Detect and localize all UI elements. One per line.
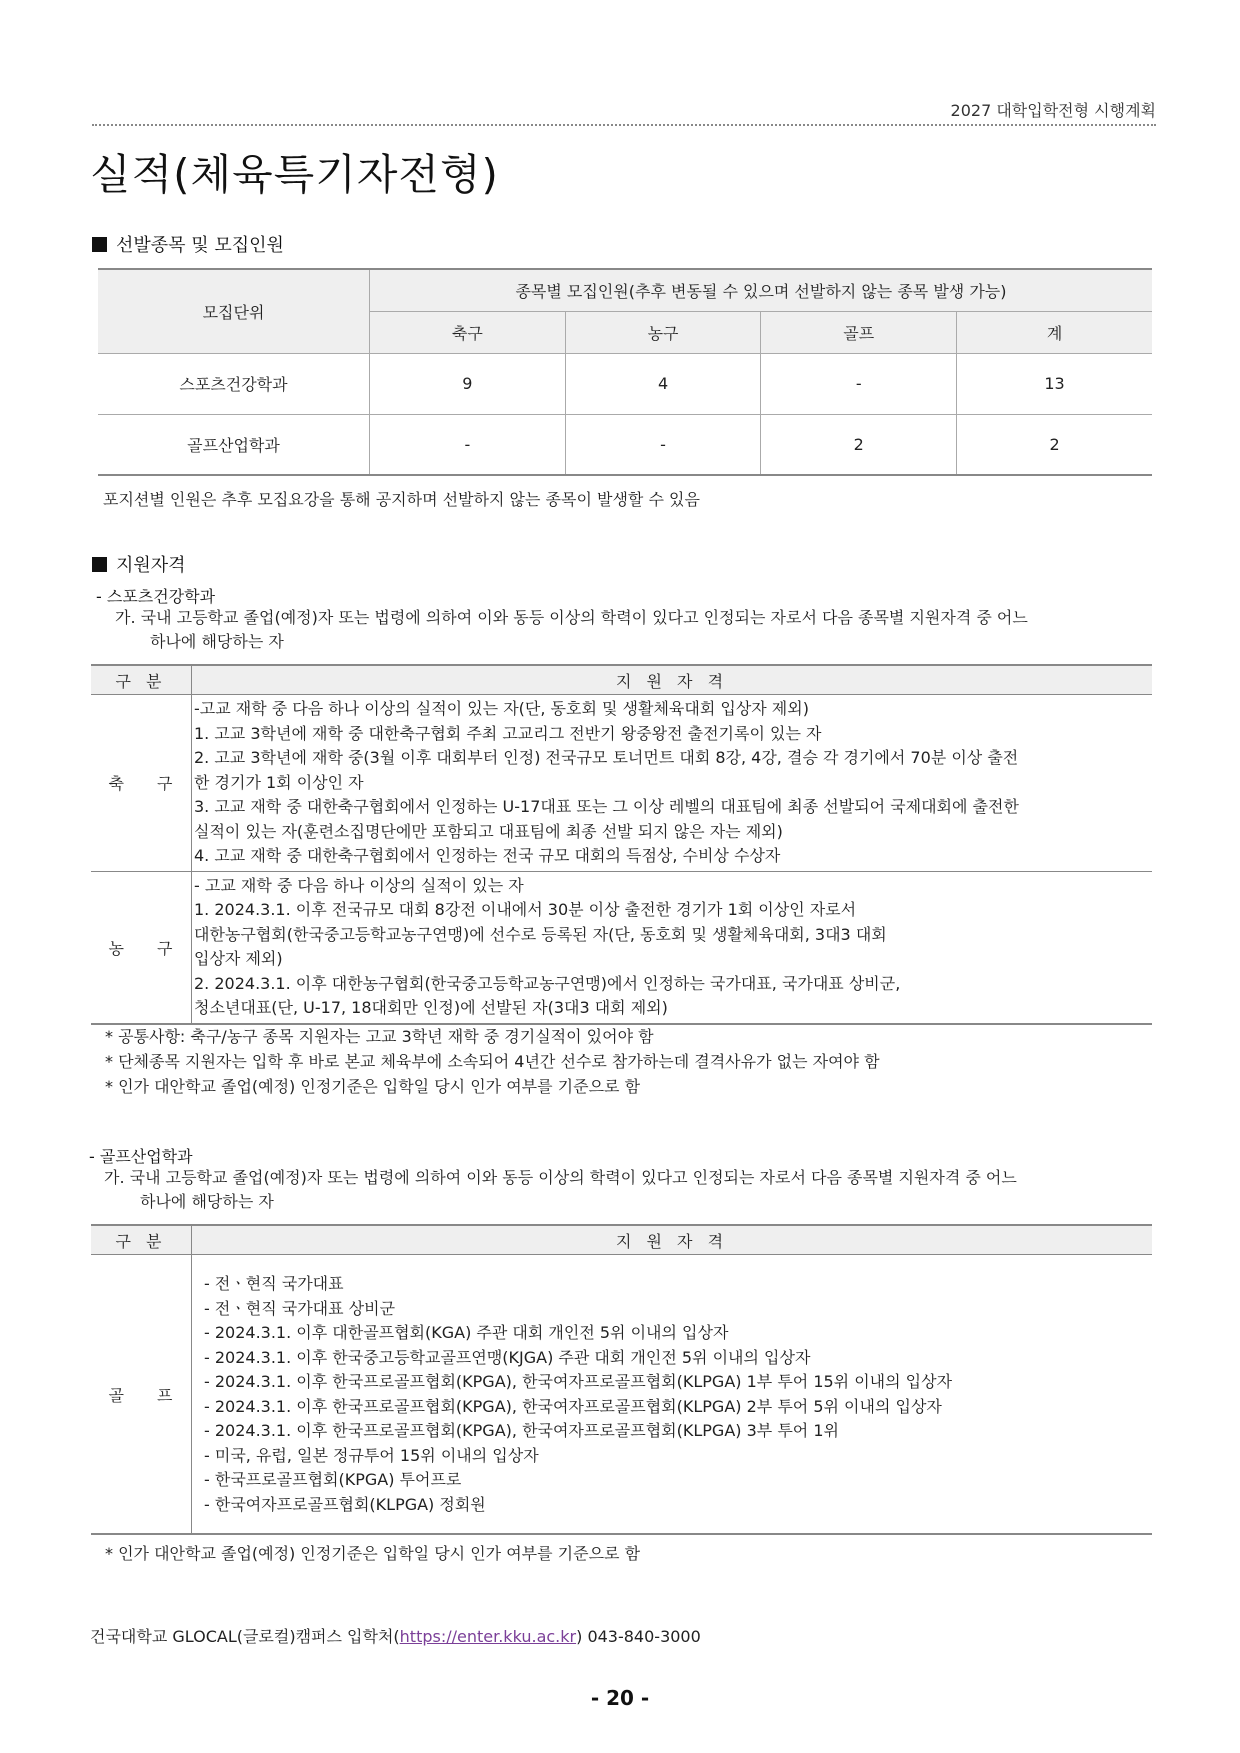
page-title: 실적(체육특기자전형) (90, 150, 499, 199)
quota-table (98, 268, 1152, 476)
unit-cell: 골프산업학과 (98, 414, 369, 475)
requirement-line: 대한농구협회(한국중고등학교농구연맹)에 선수로 등록된 자(단, 동호회 및 생활체육대회, 3대3 대회 (194, 924, 887, 944)
header-divider (92, 124, 1156, 126)
dept1-notes (105, 1024, 880, 1099)
footer-prefix: 건국대학교 GLOCAL(글로컬)캠퍼스 입학처( (90, 1627, 400, 1646)
section-heading-text: 지원자격 (116, 555, 186, 576)
requirement-line: -고교 재학 중 다음 하나 이상의 실적이 있는 자(단, 동호회 및 생활체육대회 입상자 제외) (194, 699, 809, 718)
table-row (98, 414, 1152, 475)
requirement-line: - 2024.3.1. 이후 한국프로골프협회(KPGA), 한국여자프로골프협회(KLPGA) 3부 투어 1위 (204, 1421, 839, 1440)
requirement-line: 2. 2024.3.1. 이후 대한농구협회(한국중고등학교농구연맹)에서 인정하는 국가대표, 국가대표 상비군, (194, 973, 901, 993)
intro-line: 가. 국내 고등학교 졸업(예정)자 또는 법령에 의하여 이와 동등 이상의 학력이 있다고 인정되는 자로서 다음 종목별 지원자격 중 어느 (104, 1168, 1017, 1187)
requirements-cell (192, 695, 1153, 872)
note-line: * 인가 대안학교 졸업(예정) 인정기준은 입학일 당시 인가 여부를 기준으로 함 (105, 1077, 641, 1096)
value-cell: 2 (761, 414, 957, 475)
column-header: 골프 (761, 311, 957, 353)
category-cell: 농 구 (91, 871, 192, 1024)
intro-line: 하나에 해당하는 자 (150, 632, 284, 651)
requirement-line: 1. 2024.3.1. 이후 전국규모 대회 8강전 이내에서 30분 이상 출전한 경기가 1회 이상인 자로서 (194, 900, 857, 919)
quota-note: 포지션별 인원은 추후 모집요강을 통해 공지하며 선발하지 않는 종목이 발생할 수 있음 (103, 490, 700, 509)
admissions-link[interactable]: https://enter.kku.ac.kr (399, 1627, 577, 1646)
requirement-line: - 2024.3.1. 이후 대한골프협회(KGA) 주관 대회 개인전 5위 이내의 입상자 (204, 1323, 729, 1342)
square-bullet-icon (92, 237, 107, 252)
requirement-line: 1. 고교 3학년에 재학 중 대한축구협회 주최 고교리그 전반기 왕중왕전 출전기록이 있는 자 (194, 723, 822, 743)
requirement-line: - 전ㆍ현직 국가대표 상비군 (204, 1298, 396, 1318)
requirement-line: - 고교 재학 중 다음 하나 이상의 실적이 있는 자 (194, 875, 524, 895)
requirement-line: - 전ㆍ현직 국가대표 (204, 1274, 344, 1293)
table-row (91, 1255, 1152, 1535)
requirements-cell (192, 871, 1153, 1024)
unit-cell: 스포츠건강학과 (98, 353, 369, 414)
note-line: * 공통사항: 축구/농구 종목 지원자는 고교 3학년 재학 중 경기실적이 있어야 함 (105, 1027, 654, 1046)
value-cell: - (761, 353, 957, 414)
page-number: - 20 - (590, 1686, 650, 1710)
requirement-line: 4. 고교 재학 중 대한축구협회에서 인정하는 전국 규모 대회의 득점상, 수비상 수상자 (194, 846, 781, 865)
table-row (91, 695, 1152, 872)
intro-line: 하나에 해당하는 자 (140, 1192, 274, 1211)
value-cell: 2 (957, 414, 1152, 475)
category-cell: 축 구 (91, 695, 192, 872)
requirement-line: 입상자 제외) (194, 949, 283, 968)
category-cell: 골 프 (91, 1255, 192, 1535)
requirement-line: 한 경기가 1회 이상인 자 (194, 772, 364, 792)
requirements-cell (192, 1255, 1153, 1535)
requirement-line: - 한국프로골프협회(KPGA) 투어프로 (204, 1470, 462, 1489)
value-cell: - (565, 414, 761, 475)
value-cell: 4 (565, 353, 761, 414)
note-line: * 단체종목 지원자는 입학 후 바로 본교 체육부에 소속되어 4년간 선수로 참가하는데 결격사유가 없는 자여야 함 (105, 1052, 880, 1071)
section-heading-eligibility (92, 551, 186, 577)
requirement-line: - 2024.3.1. 이후 한국프로골프협회(KPGA), 한국여자프로골프협회(KLPGA) 1부 투어 15위 이내의 입상자 (204, 1372, 953, 1391)
intro-line: 가. 국내 고등학교 졸업(예정)자 또는 법령에 의하여 이와 동등 이상의 학력이 있다고 인정되는 자로서 다음 종목별 지원자격 중 어느 (115, 608, 1028, 627)
eligibility-table-sports-health (91, 664, 1152, 1025)
value-cell: 13 (957, 353, 1152, 414)
column-header: 농구 (565, 311, 761, 353)
requirement-line: 2. 고교 3학년에 재학 중(3월 이후 대회부터 인정) 전국규모 토너먼트 대회 8강, 4강, 결승 각 경기에서 70분 이상 출전 (194, 748, 1019, 767)
note-line: * 인가 대안학교 졸업(예정) 인정기준은 입학일 당시 인가 여부를 기준으로 함 (105, 1544, 641, 1563)
section-heading-quota (92, 231, 284, 257)
eligibility-table-golf-industry (91, 1224, 1152, 1535)
dept1-intro (115, 606, 1028, 654)
square-bullet-icon (92, 557, 107, 572)
category-header: 구 분 (91, 665, 192, 695)
dept2-intro (104, 1166, 1017, 1214)
requirement-line: 실적이 있는 자(훈련소집명단에만 포함되고 대표팀에 최종 선발 되지 않은 자는 제외) (194, 821, 783, 841)
document-header-title: 2027 대학입학전형 시행계획 (950, 101, 1156, 120)
requirement-line: - 한국여자프로골프협회(KLPGA) 정회원 (204, 1494, 486, 1514)
dept-heading-golf-industry: - 골프산업학과 (89, 1147, 193, 1166)
group-header: 종목별 모집인원(추후 변동될 수 있으며 선발하지 않는 종목 발생 가능) (369, 269, 1152, 311)
requirement-line: 청소년대표(단, U-17, 18대회만 인정)에 선발된 자(3대3 대회 제외) (194, 998, 668, 1017)
requirement-line: - 2024.3.1. 이후 한국프로골프협회(KPGA), 한국여자프로골프협회(KLPGA) 2부 투어 5위 이내의 입상자 (204, 1396, 942, 1416)
dept-heading-sports-health: - 스포츠건강학과 (96, 587, 216, 606)
dept2-notes (105, 1541, 640, 1566)
requirement-line: - 2024.3.1. 이후 한국중고등학교골프연맹(KJGA) 주관 대회 개인전 5위 이내의 입상자 (204, 1347, 811, 1367)
requirement-line: 3. 고교 재학 중 대한축구협회에서 인정하는 U-17대표 또는 그 이상 레벨의 대표팀에 최종 선발되어 국제대회에 출전한 (194, 797, 1019, 816)
category-header: 구 분 (91, 1225, 192, 1255)
table-row (91, 871, 1152, 1024)
unit-header: 모집단위 (98, 269, 369, 353)
requirements-header: 지 원 자 격 (192, 665, 1153, 695)
value-cell: 9 (369, 353, 565, 414)
requirements-header: 지 원 자 격 (192, 1225, 1153, 1255)
footer-suffix: ) 043-840-3000 (576, 1627, 701, 1646)
value-cell: - (369, 414, 565, 475)
table-row (98, 353, 1152, 414)
column-header: 계 (957, 311, 1152, 353)
footer-contact (90, 1624, 701, 1647)
column-header: 축구 (369, 311, 565, 353)
requirement-line: - 미국, 유럽, 일본 정규투어 15위 이내의 입상자 (204, 1445, 539, 1465)
section-heading-text: 선발종목 및 모집인원 (116, 235, 284, 256)
